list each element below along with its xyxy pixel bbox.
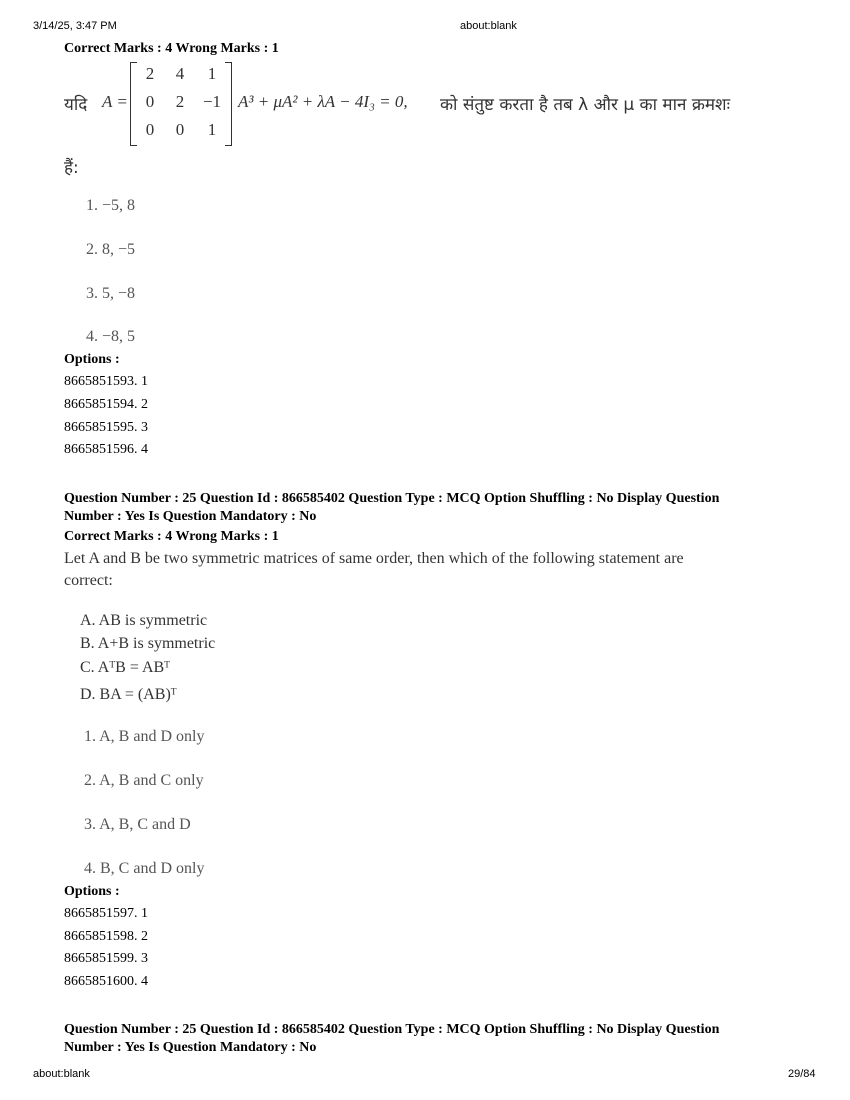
q1-equation: A³ + μA² + λA − 4I₃ = 0, [238, 92, 408, 111]
q2-marks: Correct Marks : 4 Wrong Marks : 1 [64, 529, 279, 544]
q2-statement-b: B. A+B is symmetric [80, 635, 216, 652]
q2-choice-4: 4. B, C and D only [84, 860, 205, 877]
q1-option-id-1: 8665851593. 1 [64, 374, 148, 389]
print-page-counter: 29/84 [788, 1068, 816, 1080]
q2-statement-c: C. AᵀB = ABᵀ [80, 659, 170, 676]
q1-choice-2: 2. 8, −5 [86, 241, 136, 258]
q2-meta-line-1: Question Number : 25 Question Id : 866585402 Question Type : MCQ Option Shuffling : No Display Question [64, 491, 720, 506]
q2-option-id-1: 8665851597. 1 [64, 906, 148, 921]
q1-matrix [130, 62, 232, 146]
matrix-cell: 2 [175, 92, 185, 111]
q2-statement-d: D. BA = (AB)ᵀ [80, 686, 177, 703]
q2-choice-3: 3. A, B, C and D [84, 816, 191, 833]
matrix-cell: 1 [207, 120, 217, 139]
q1-option-id-4: 8665851596. 4 [64, 442, 148, 457]
matrix-cell: 0 [175, 120, 185, 139]
q1-choice-4: 4. −8, 5 [86, 328, 136, 345]
q1-prefix: यदि [64, 95, 88, 115]
q1-option-id-3: 8665851595. 3 [64, 420, 148, 435]
print-footer-url: about:blank [33, 1068, 90, 1080]
print-page-title: about:blank [460, 20, 517, 32]
q2-text-line-1: Let A and B be two symmetric matrices of same order, then which of the following statement are [64, 550, 684, 567]
print-datetime: 3/14/25, 3:47 PM [33, 20, 117, 32]
q2-choice-2: 2. A, B and C only [84, 772, 204, 789]
matrix-cell: 2 [145, 64, 155, 83]
q2-option-id-3: 8665851599. 3 [64, 951, 148, 966]
matrix-cell: 0 [145, 92, 155, 111]
q2-statement-a: A. AB is symmetric [80, 612, 208, 629]
q2-option-id-2: 8665851598. 2 [64, 929, 148, 944]
q2-options-label: Options : [64, 884, 120, 899]
matrix-cell: −1 [202, 92, 222, 111]
q2-choice-1: 1. A, B and D only [84, 728, 205, 745]
q1-choice-1: 1. −5, 8 [86, 197, 136, 214]
q1-marks: Correct Marks : 4 Wrong Marks : 1 [64, 41, 279, 56]
q2-text-line-2: correct: [64, 572, 113, 589]
q2-meta-line-2: Number : Yes Is Question Mandatory : No [64, 509, 317, 524]
q1-matrix-label: A = [102, 92, 128, 111]
matrix-cell: 0 [145, 120, 155, 139]
q1-choice-3: 3. 5, −8 [86, 285, 136, 302]
matrix-cell: 1 [207, 64, 217, 83]
q1-option-id-2: 8665851594. 2 [64, 397, 148, 412]
q2-option-id-4: 8665851600. 4 [64, 974, 148, 989]
q3-meta-line-1: Question Number : 25 Question Id : 866585402 Question Type : MCQ Option Shuffling : No Display Question [64, 1022, 720, 1037]
matrix-cell: 4 [175, 64, 185, 83]
q1-suffix: को संतुष्ट करता है तब λ और μ का मान क्रमशः [440, 95, 731, 115]
q1-suffix-2: हैं: [64, 158, 79, 178]
q1-options-label: Options : [64, 352, 120, 367]
q3-meta-line-2: Number : Yes Is Question Mandatory : No [64, 1040, 317, 1055]
